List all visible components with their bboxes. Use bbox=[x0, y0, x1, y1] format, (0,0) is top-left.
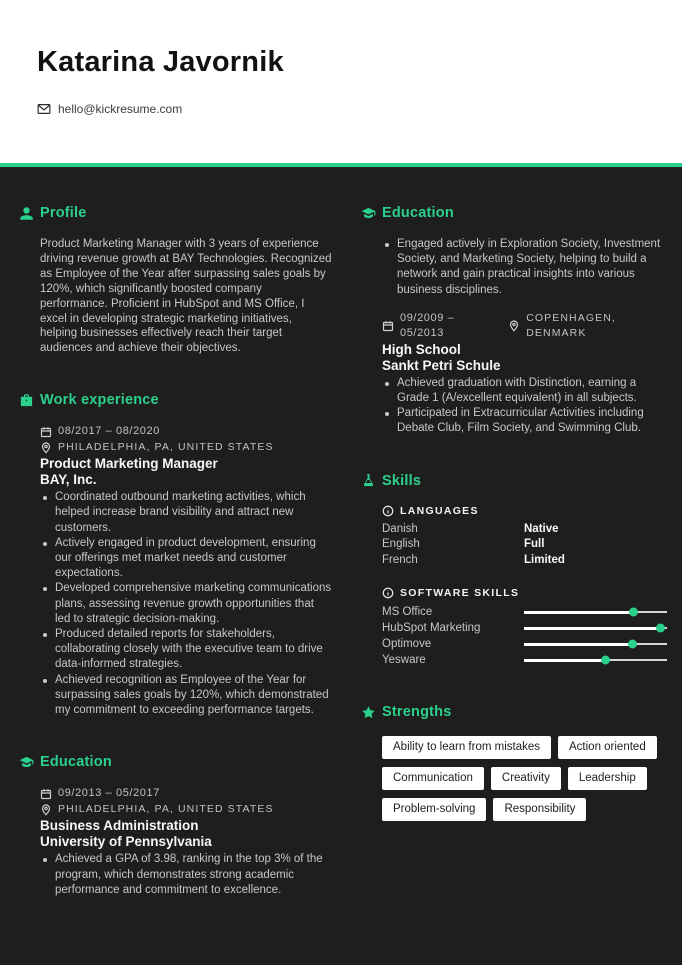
software-skills-block bbox=[382, 587, 666, 668]
language-level: Native bbox=[524, 522, 559, 535]
strength-tag: Leadership bbox=[568, 767, 647, 790]
education-date: 09/2009 – 05/2013 bbox=[400, 311, 455, 339]
calendar-icon bbox=[382, 320, 394, 332]
skills-section-title: Skills bbox=[382, 472, 422, 489]
education-bullet: Participated in Extracurricular Activities including Debate Club, Film Society, and Swimming Club. bbox=[382, 406, 666, 436]
software-skill-row bbox=[382, 604, 666, 620]
profile-section-header bbox=[18, 205, 332, 221]
language-row bbox=[382, 522, 666, 538]
work-bullet: Coordinated outbound marketing activities, which helped increase brand visibility and attract new customers. bbox=[40, 490, 332, 536]
language-level: Full bbox=[524, 538, 545, 551]
slider-dot bbox=[601, 656, 610, 665]
strength-tag: Ability to learn from mistakes bbox=[382, 736, 551, 759]
envelope-icon bbox=[37, 102, 51, 116]
location-pin-icon bbox=[40, 442, 52, 454]
education-bullet-list bbox=[382, 376, 666, 437]
skills-section bbox=[360, 473, 666, 669]
language-row bbox=[382, 537, 666, 553]
slider-dot bbox=[628, 640, 637, 649]
education-right-header bbox=[360, 205, 666, 221]
work-section-title: Work experience bbox=[40, 392, 159, 409]
work-bullet: Developed comprehensive marketing communications plans, assessing revenue growth opportunities that led to strategic decision-making. bbox=[40, 581, 332, 627]
profile-section bbox=[18, 205, 332, 356]
work-experience-section bbox=[18, 392, 332, 718]
strengths-section-header bbox=[360, 704, 666, 720]
strengths-tag-list bbox=[382, 736, 666, 821]
education-bullet-list bbox=[40, 852, 332, 898]
languages-label-row bbox=[382, 505, 666, 517]
strengths-section-title: Strengths bbox=[382, 704, 452, 721]
work-date: 08/2017 – 08/2020 bbox=[58, 425, 160, 438]
software-skills-label-row bbox=[382, 587, 666, 599]
right-column bbox=[360, 205, 666, 945]
education-school: University of Pennsylvania bbox=[40, 834, 212, 850]
education-location-row bbox=[40, 802, 332, 817]
software-skill-name: Yesware bbox=[382, 654, 426, 667]
strength-tag: Communication bbox=[382, 767, 484, 790]
language-row bbox=[382, 553, 666, 569]
strengths-section bbox=[360, 704, 666, 821]
graduation-cap-icon bbox=[360, 205, 376, 221]
email-link[interactable]: hello@kickresume.com bbox=[58, 102, 183, 116]
profile-summary-text: Product Marketing Manager with 3 years of experience driving revenue growth at BAY Technologies. Recognized as Employee of the Year after surpassing sales goals by 120%, which significantly boosted company performance. Proficient in HubSpot and MS Office, I excel in developing strategic marketing initiatives, helping businesses effectively reach their target audiences and achieve their objectives. bbox=[40, 238, 332, 355]
education-degree: Business Administration bbox=[40, 818, 199, 834]
education-date: 09/2013 – 05/2017 bbox=[58, 787, 160, 800]
calendar-icon bbox=[40, 788, 52, 800]
education-date-row bbox=[40, 786, 332, 801]
education-school: Sankt Petri Schule bbox=[382, 357, 501, 373]
work-bullet: Actively engaged in product development, ensuring our offerings met market needs and customer expectations. bbox=[40, 536, 332, 582]
languages-block bbox=[382, 505, 666, 569]
education-section-left bbox=[18, 754, 332, 898]
left-column bbox=[18, 205, 332, 945]
resume-body bbox=[0, 167, 682, 965]
work-location: PHILADELPHIA, PA, UNITED STATES bbox=[58, 441, 274, 454]
education-location: COPENHAGEN, DENMARK bbox=[526, 311, 616, 339]
education-intro-bullet-list bbox=[382, 237, 666, 298]
education-left-title: Education bbox=[40, 754, 112, 771]
education-entry bbox=[382, 311, 666, 437]
work-section-header bbox=[18, 392, 332, 408]
info-icon bbox=[382, 587, 394, 599]
software-skill-name: HubSpot Marketing bbox=[382, 622, 481, 635]
slider-fill bbox=[524, 627, 661, 630]
star-icon bbox=[360, 704, 376, 720]
work-entry bbox=[40, 424, 332, 718]
education-bullet: Achieved graduation with Distinction, earning a Grade 1 (A/excellent equivalent) in all subjects. bbox=[382, 376, 666, 406]
skills-section-header bbox=[360, 473, 666, 489]
education-bullet: Engaged actively in Exploration Society, Investment Society, and Marketing Society, helping to build a network and gain practical insights into various business disciplines. bbox=[382, 237, 666, 298]
slider-dot bbox=[656, 624, 665, 633]
info-icon bbox=[382, 505, 394, 517]
location-pin-icon bbox=[40, 804, 52, 816]
slider-fill bbox=[524, 659, 606, 662]
work-bullet: Produced detailed reports for stakeholders, collaborating closely with the executive team to drive data-informed strategies. bbox=[40, 627, 332, 673]
language-name: English bbox=[382, 538, 420, 551]
education-right-title: Education bbox=[382, 205, 454, 221]
education-date-location-row bbox=[382, 311, 666, 341]
work-role-title: Product Marketing Manager bbox=[40, 456, 218, 472]
skill-slider bbox=[524, 622, 667, 634]
software-skill-name: Optimove bbox=[382, 638, 432, 651]
language-name: French bbox=[382, 553, 418, 566]
user-icon bbox=[18, 205, 34, 221]
slider-fill bbox=[524, 611, 634, 614]
education-degree: High School bbox=[382, 341, 461, 357]
languages-label: LANGUAGES bbox=[400, 504, 479, 517]
education-entry bbox=[40, 786, 332, 898]
resume-header bbox=[0, 0, 682, 163]
graduation-cap-icon bbox=[18, 754, 34, 770]
work-location-row bbox=[40, 440, 332, 455]
work-company-name: BAY, Inc. bbox=[40, 472, 97, 488]
software-skills-label: SOFTWARE SKILLS bbox=[400, 587, 520, 600]
person-name: Katarina Javornik bbox=[37, 46, 284, 78]
education-left-header bbox=[18, 754, 332, 770]
skill-slider bbox=[524, 638, 667, 650]
skill-slider bbox=[524, 606, 667, 618]
language-level: Limited bbox=[524, 553, 565, 566]
education-section-right bbox=[360, 205, 666, 437]
profile-section-title: Profile bbox=[40, 205, 87, 221]
email-row bbox=[37, 102, 652, 116]
software-skill-row bbox=[382, 636, 666, 652]
education-bullet: Achieved a GPA of 3.98, ranking in the top 3% of the program, which demonstrates strong academic performance and commitment to excellence. bbox=[40, 852, 332, 898]
education-location: PHILADELPHIA, PA, UNITED STATES bbox=[58, 803, 274, 816]
flask-icon bbox=[360, 473, 376, 489]
work-bullet: Achieved recognition as Employee of the Year for surpassing sales goals by 120%, which demonstrated my commitment to exceeding performance targets. bbox=[40, 673, 332, 719]
slider-fill bbox=[524, 643, 633, 646]
skill-slider bbox=[524, 654, 667, 666]
work-date-row bbox=[40, 424, 332, 439]
language-name: Danish bbox=[382, 522, 418, 535]
briefcase-icon bbox=[18, 392, 34, 408]
software-skill-name: MS Office bbox=[382, 606, 433, 619]
slider-dot bbox=[629, 608, 638, 617]
software-skill-row bbox=[382, 652, 666, 668]
strength-tag: Responsibility bbox=[493, 798, 586, 821]
strength-tag: Problem-solving bbox=[382, 798, 486, 821]
location-pin-icon bbox=[508, 320, 520, 332]
calendar-icon bbox=[40, 426, 52, 438]
software-skill-row bbox=[382, 620, 666, 636]
strength-tag: Action oriented bbox=[558, 736, 657, 759]
work-bullet-list bbox=[40, 490, 332, 718]
strength-tag: Creativity bbox=[491, 767, 561, 790]
